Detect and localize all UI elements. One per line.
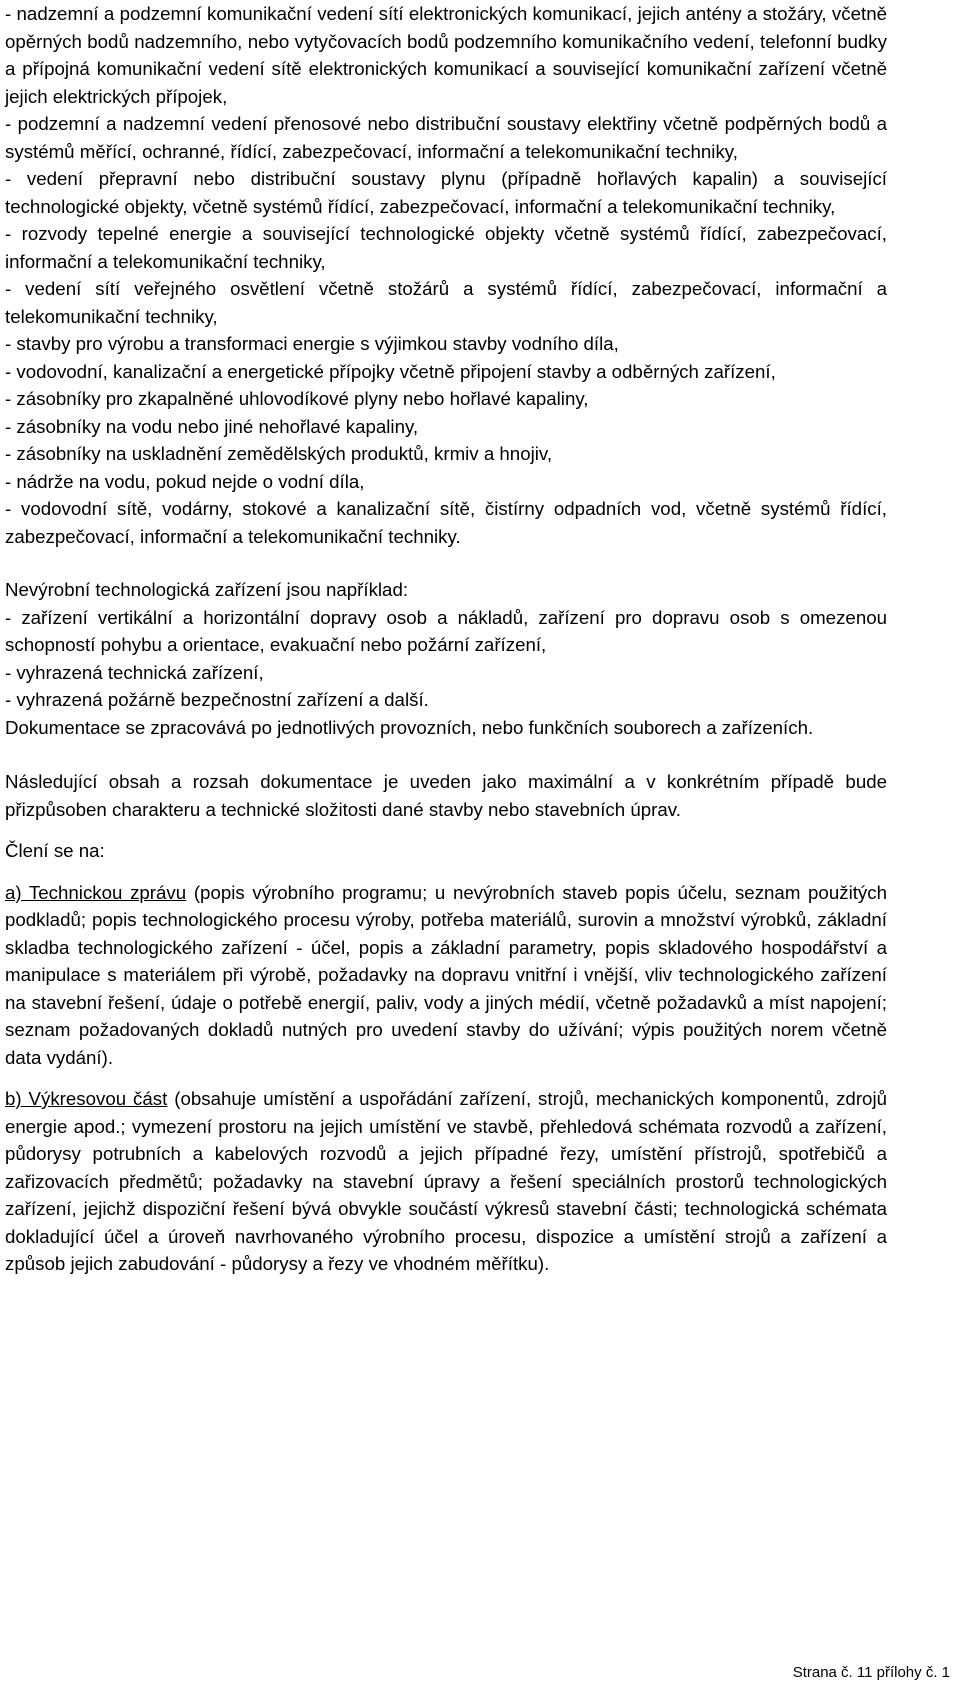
list-item: - podzemní a nadzemní vedení přenosové nebo distribuční soustavy elektřiny včetně podpěrných bodů a systémů měřící, ochranné, řídící, zabezpečovací, informační a telekomunikační techniky,	[5, 113, 887, 162]
paragraph: Člení se na:	[5, 840, 105, 861]
section-a-title: a) Technickou zprávu	[5, 881, 187, 903]
section-heading: Nevýrobní technologická zařízení jsou například:	[5, 579, 409, 600]
paragraph: Následující obsah a rozsah dokumentace je uveden jako maximální a v konkrétním případě bude přizpůsoben charakteru a technické složitosti dané stavby nebo stavebních úprav.	[5, 771, 887, 820]
list-item: - zásobníky na vodu nebo jiné nehořlavé kapaliny,	[5, 415, 419, 437]
list-item: - vyhrazená technická zařízení,	[5, 661, 264, 683]
section-b-paragraph	[5, 1085, 887, 1278]
list-item: - nádrže na vodu, pokud nejde o vodní díla,	[5, 470, 365, 492]
scope-paragraph	[5, 768, 887, 823]
list-item: - vyhrazená požárně bezpečnostní zařízení a další.	[5, 689, 429, 710]
list-item: - vedení přepravní nebo distribuční soustavy plynu (případně hořlavých kapalin) a související technologické objekty, včetně systémů řídící, zabezpečovací, informační a telekomunikační techniky,	[5, 168, 887, 217]
list-item: - zařízení vertikální a horizontální dopravy osob a nákladů, zařízení pro dopravu osob s omezenou schopností pohybu a orientace, evakuační nebo požární zařízení,	[5, 606, 887, 655]
section-a-text: (popis výrobního programu; u nevýrobních staveb popis účelu, seznam použitých podkladů; popis technologického procesu výroby, potřeba materiálů, surovin a množství výrobků, základní skladba technologického zařízení - účel, popis a základní parametry, popis skladového hospodářství a manipulace s materiálem při výrobě, požadavky na dopravu vnitřní i vnější, vliv technologického zařízení na stavební řešení, údaje o potřebě energií, paliv, vody a jiných médií, včetně požadavků a míst napojení; seznam požadovaných dokladů nutných pro uvedení stavby do užívání; výpis použitých norem včetně data vydání).	[5, 881, 887, 1068]
list-item: - rozvody tepelné energie a související technologické objekty včetně systémů řídící, zabezpečovací, informační a telekomunikační techniky,	[5, 223, 887, 272]
list-item: - zásobníky na uskladnění zemědělských produktů, krmiv a hnojiv,	[5, 443, 553, 464]
page-number-footer: Strana č. 11 přílohy č. 1	[792, 1664, 950, 1681]
section-a	[5, 879, 887, 1072]
document-page	[5, 0, 887, 1278]
infrastructure-list	[5, 0, 887, 550]
section-b-text: (obsahuje umístění a uspořádání zařízení, strojů, mechanických komponentů, zdrojů energie apod.; vymezení prostoru na jejich umístění ve stavbě, přehledová schémata rozvodů a zařízení, půdorysy potrubních a kabelových rozvodů a jejich případné řezy, umístění přístrojů, spotřebičů a zařizovacích předmětů; požadavky na stavební úpravy a řešení speciálních prostorů technologických zařízení, jejichž dispoziční řešení bývá obvykle součástí výkresů stavební části; technologická schémata dokladující účel a úroveň navrhovaného výrobního procesu, dispozice a umístění strojů a zařízení a způsob jejich zabudování - půdorysy a řezy ve vhodném měřítku).	[5, 1088, 887, 1274]
non-production-section	[5, 576, 887, 741]
divides-paragraph	[5, 837, 887, 865]
list-item: - vodovodní, kanalizační a energetické přípojky včetně připojení stavby a odběrných zařízení,	[5, 360, 776, 382]
list-item: - vodovodní sítě, vodárny, stokové a kanalizační sítě, čistírny odpadních vod, včetně systémů řídící, zabezpečovací, informační a telekomunikační techniky.	[5, 498, 887, 547]
list-item: - vedení sítí veřejného osvětlení včetně stožárů a systémů řídící, zabezpečovací, informační a telekomunikační techniky,	[5, 278, 887, 327]
paragraph: Dokumentace se zpracovává po jednotlivých provozních, nebo funkčních souborech a zařízeních.	[5, 716, 814, 738]
list-item: - zásobníky pro zkapalněné uhlovodíkové plyny nebo hořlavé kapaliny,	[5, 388, 589, 409]
list-item: - stavby pro výrobu a transformaci energie s výjimkou stavby vodního díla,	[5, 333, 619, 354]
section-b-title: b) Výkresovou část	[5, 1088, 168, 1109]
section-a-paragraph	[5, 879, 887, 1072]
list-item: - nadzemní a podzemní komunikační vedení sítí elektronických komunikací, jejich antény a stožáry, včetně opěrných bodů nadzemního, nebo vytyčovacích bodů podzemního komunikačního vedení, telefonní budky a přípojná komunikační vedení sítě elektronických komunikací a související komunikační zařízení včetně jejich elektrických přípojek,	[5, 3, 887, 107]
section-b	[5, 1085, 887, 1278]
